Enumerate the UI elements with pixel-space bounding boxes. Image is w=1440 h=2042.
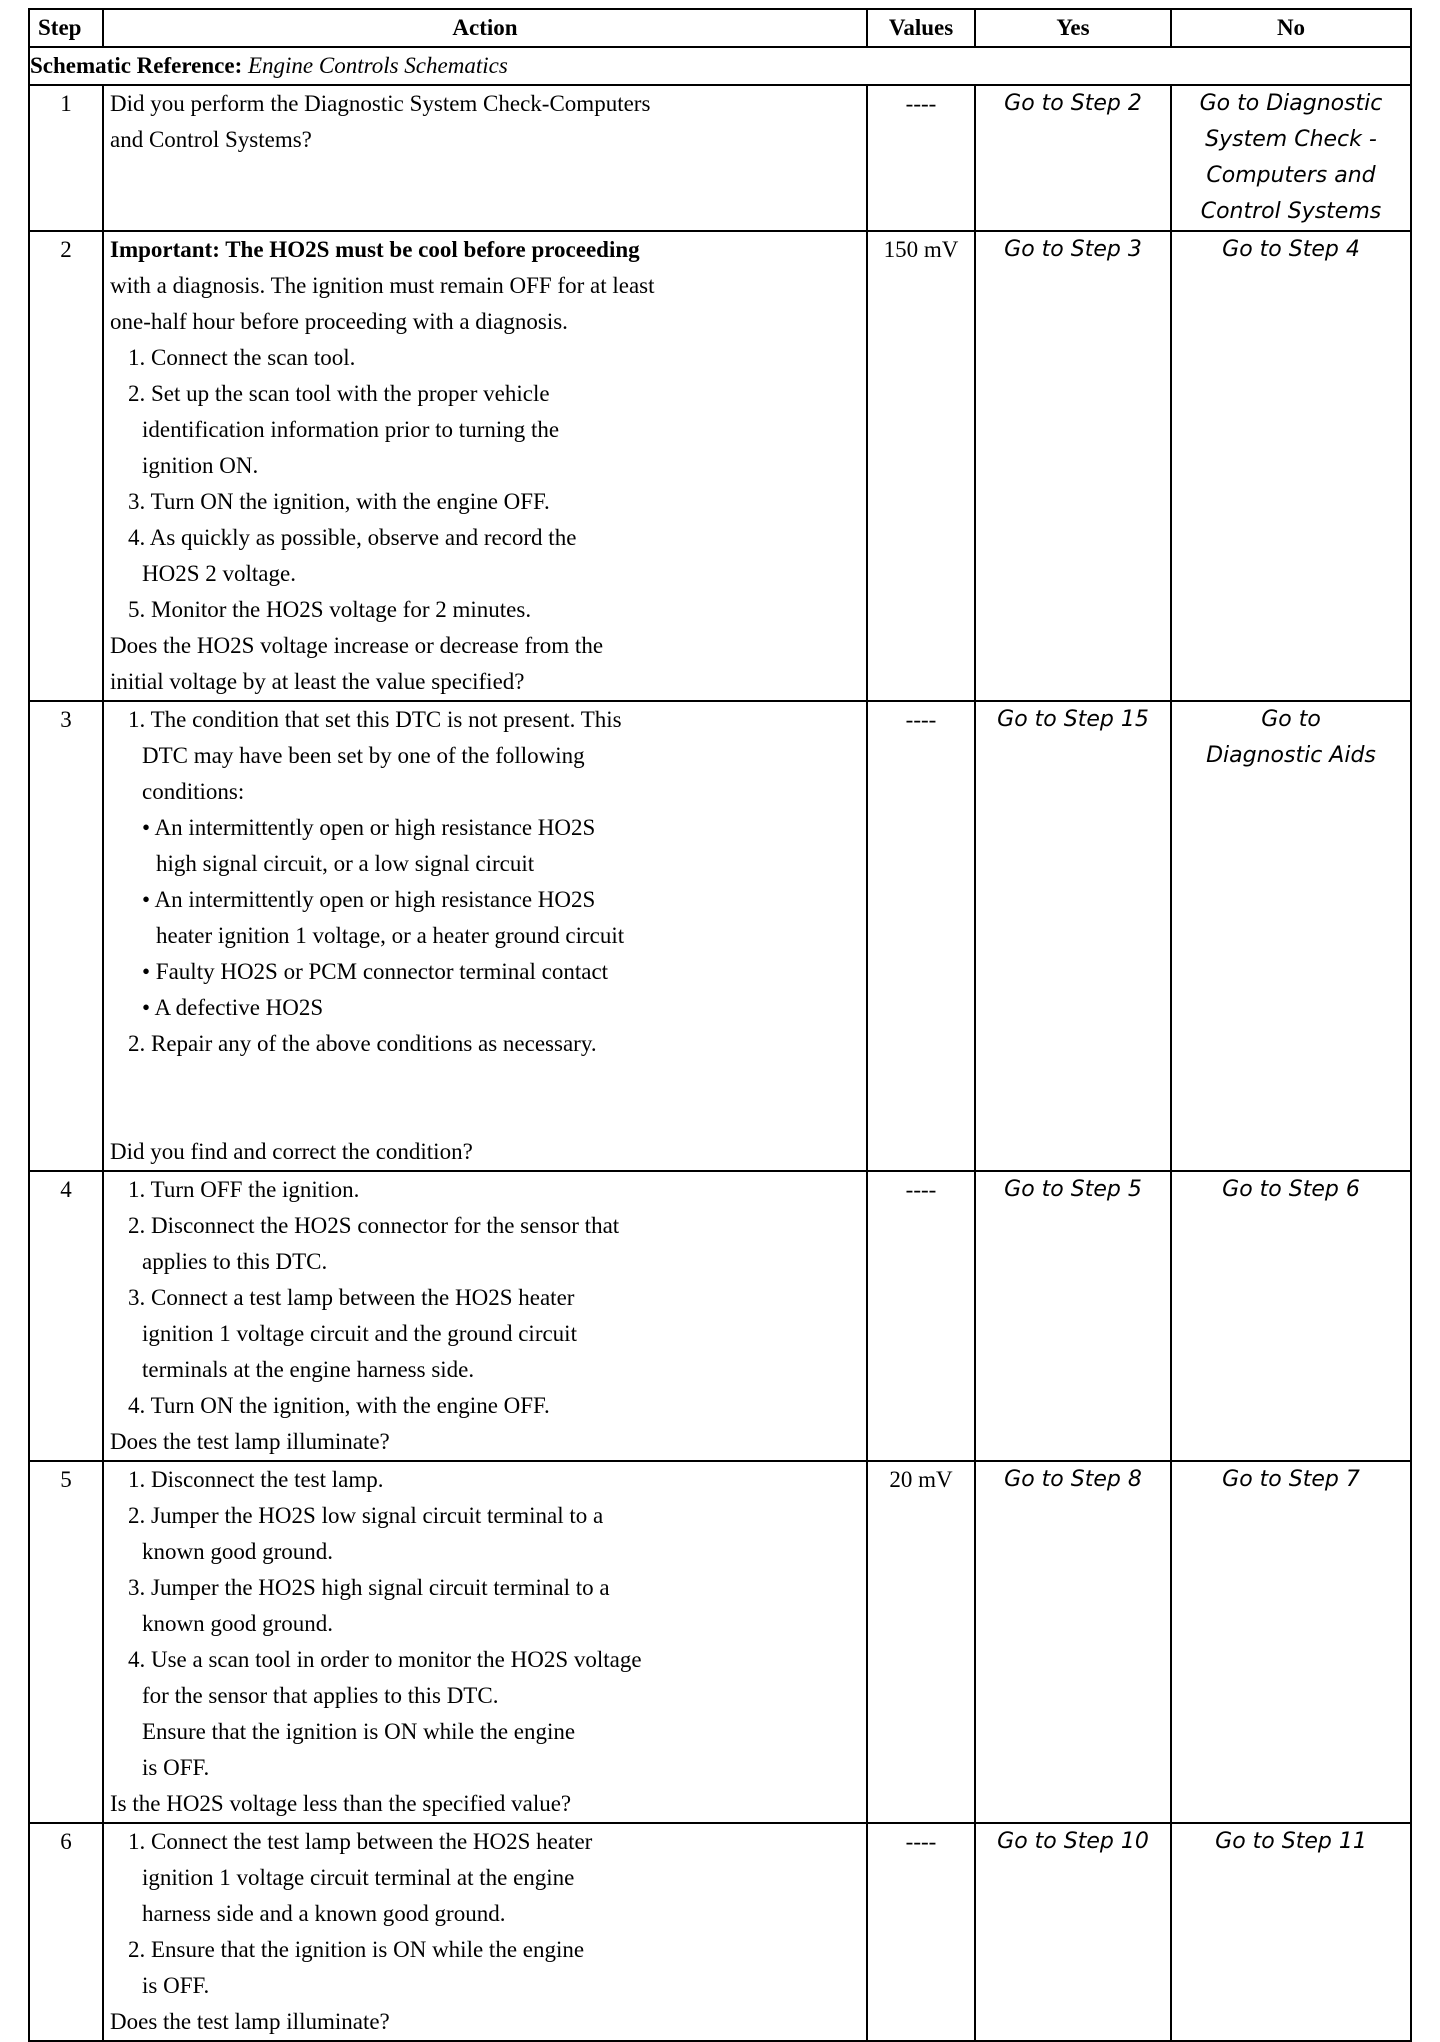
table-row (29, 231, 1411, 701)
no-link-line: Control Systems (1200, 199, 1382, 224)
action-line: is OFF. (142, 1973, 210, 1998)
no-link[interactable]: Go to Step 4 (1171, 231, 1411, 701)
table-row (29, 1823, 1411, 2041)
action-line: 4. Use a scan tool in order to monitor the HO2S voltage (128, 1647, 642, 1672)
header-no: No (1171, 9, 1411, 47)
no-link-line: Go to (1261, 707, 1321, 732)
action-line: 2. Repair any of the above conditions as necessary. (128, 1031, 597, 1056)
value-cell: ---- (867, 85, 975, 231)
no-link[interactable]: Go to Step 6 (1171, 1171, 1411, 1461)
action-line: harness side and a known good ground. (142, 1901, 506, 1926)
action-line: ignition 1 voltage circuit and the ground circuit (142, 1321, 577, 1346)
action-line: Does the test lamp illuminate? (110, 1429, 390, 1454)
schematic-reference (29, 47, 1411, 85)
step-number: 6 (29, 1823, 103, 2041)
no-link-line: System Check - (1205, 127, 1377, 152)
no-link[interactable]: Go to Step 7 (1171, 1461, 1411, 1823)
action-line: ignition 1 voltage circuit terminal at the engine (142, 1865, 575, 1890)
action-line: Does the test lamp illuminate? (110, 2009, 390, 2034)
action-line: 1. Turn OFF the ignition. (128, 1177, 360, 1202)
no-link-line: Diagnostic Aids (1206, 743, 1376, 768)
action-line: applies to this DTC. (142, 1249, 328, 1274)
action-line: conditions: (142, 779, 245, 804)
value-cell: ---- (867, 701, 975, 1171)
table-row (29, 1171, 1411, 1461)
schematic-link[interactable]: Engine Controls Schematics (247, 53, 508, 78)
action-line: with a diagnosis. The ignition must remain OFF for at least (110, 273, 655, 298)
action-line: and Control Systems? (110, 127, 312, 152)
yes-link[interactable]: Go to Step 15 (975, 701, 1171, 1171)
no-link[interactable] (1171, 701, 1411, 1171)
action-line: 2. Set up the scan tool with the proper vehicle (128, 381, 550, 406)
action-cell (103, 1171, 867, 1461)
action-line: 4. Turn ON the ignition, with the engine OFF. (128, 1393, 550, 1418)
action-line: 3. Jumper the HO2S high signal circuit terminal to a (128, 1575, 610, 1600)
action-line: 3. Connect a test lamp between the HO2S heater (128, 1285, 575, 1310)
action-line: 3. Turn ON the ignition, with the engine OFF. (128, 489, 550, 514)
value-cell: ---- (867, 1171, 975, 1461)
action-line: Does the HO2S voltage increase or decrease from the (110, 633, 604, 658)
step-number: 4 (29, 1171, 103, 1461)
action-line: known good ground. (142, 1611, 334, 1636)
value-cell: ---- (867, 1823, 975, 2041)
bullet-line: • An intermittently open or high resistance HO2S (142, 815, 596, 840)
table-row (29, 701, 1411, 1171)
no-link-line: Go to Diagnostic (1199, 91, 1383, 116)
bullet-continuation: heater ignition 1 voltage, or a heater ground circuit (156, 923, 625, 948)
yes-link[interactable]: Go to Step 10 (975, 1823, 1171, 2041)
step-number: 5 (29, 1461, 103, 1823)
action-line: initial voltage by at least the value specified? (110, 669, 525, 694)
schematic-label: Schematic Reference: (30, 53, 243, 78)
important-note: Important: The HO2S must be cool before proceeding (110, 237, 640, 262)
action-line: identification information prior to turning the (142, 417, 560, 442)
action-line: terminals at the engine harness side. (142, 1357, 475, 1382)
bullet-line: • Faulty HO2S or PCM connector terminal contact (142, 959, 609, 984)
header-step: Step (29, 9, 103, 47)
bullet-line: • An intermittently open or high resistance HO2S (142, 887, 596, 912)
bullet-continuation: high signal circuit, or a low signal circuit (156, 851, 535, 876)
step-number: 2 (29, 231, 103, 701)
action-line: Did you perform the Diagnostic System Check-Computers (110, 91, 651, 116)
action-line: 1. Connect the test lamp between the HO2S heater (128, 1829, 593, 1854)
action-line: 4. As quickly as possible, observe and record the (128, 525, 577, 550)
table-row (29, 85, 1411, 231)
action-line: 2. Disconnect the HO2S connector for the sensor that (128, 1213, 620, 1238)
action-cell (103, 1461, 867, 1823)
action-cell (103, 85, 867, 231)
action-line: 2. Jumper the HO2S low signal circuit terminal to a (128, 1503, 604, 1528)
header-yes: Yes (975, 9, 1171, 47)
no-link[interactable] (1171, 85, 1411, 231)
yes-link[interactable]: Go to Step 5 (975, 1171, 1171, 1461)
action-cell (103, 701, 867, 1171)
action-line: Did you find and correct the condition? (110, 1139, 473, 1164)
no-link-line: Computers and (1206, 163, 1376, 188)
bullet-line: • A defective HO2S (142, 995, 324, 1020)
action-cell (103, 231, 867, 701)
step-number: 1 (29, 85, 103, 231)
action-line: 2. Ensure that the ignition is ON while the engine (128, 1937, 585, 1962)
table-row (29, 1461, 1411, 1823)
schematic-row (29, 47, 1411, 85)
header-values: Values (867, 9, 975, 47)
action-line: Ensure that the ignition is ON while the engine (142, 1719, 576, 1744)
action-cell (103, 1823, 867, 2041)
action-line: Is the HO2S voltage less than the specified value? (110, 1791, 572, 1816)
no-link[interactable]: Go to Step 11 (1171, 1823, 1411, 2041)
header-action: Action (103, 9, 867, 47)
diagnostic-table-container (28, 8, 1410, 2042)
action-line: 1. The condition that set this DTC is not present. This (128, 707, 622, 732)
action-line: is OFF. (142, 1755, 210, 1780)
yes-link[interactable]: Go to Step 2 (975, 85, 1171, 231)
action-line: ignition ON. (142, 453, 259, 478)
action-line: 1. Disconnect the test lamp. (128, 1467, 384, 1492)
action-line: one-half hour before proceeding with a diagnosis. (110, 309, 568, 334)
action-line: HO2S 2 voltage. (142, 561, 296, 586)
action-line: for the sensor that applies to this DTC. (142, 1683, 499, 1708)
diagnostic-table (28, 8, 1412, 2042)
action-line: known good ground. (142, 1539, 334, 1564)
action-line: DTC may have been set by one of the following (142, 743, 585, 768)
value-cell: 150 mV (867, 231, 975, 701)
action-line: 5. Monitor the HO2S voltage for 2 minutes. (128, 597, 532, 622)
value-cell: 20 mV (867, 1461, 975, 1823)
yes-link[interactable]: Go to Step 3 (975, 231, 1171, 701)
yes-link[interactable]: Go to Step 8 (975, 1461, 1171, 1823)
step-number: 3 (29, 701, 103, 1171)
action-line: 1. Connect the scan tool. (128, 345, 356, 370)
spacer (110, 1062, 860, 1134)
header-row (29, 9, 1411, 47)
